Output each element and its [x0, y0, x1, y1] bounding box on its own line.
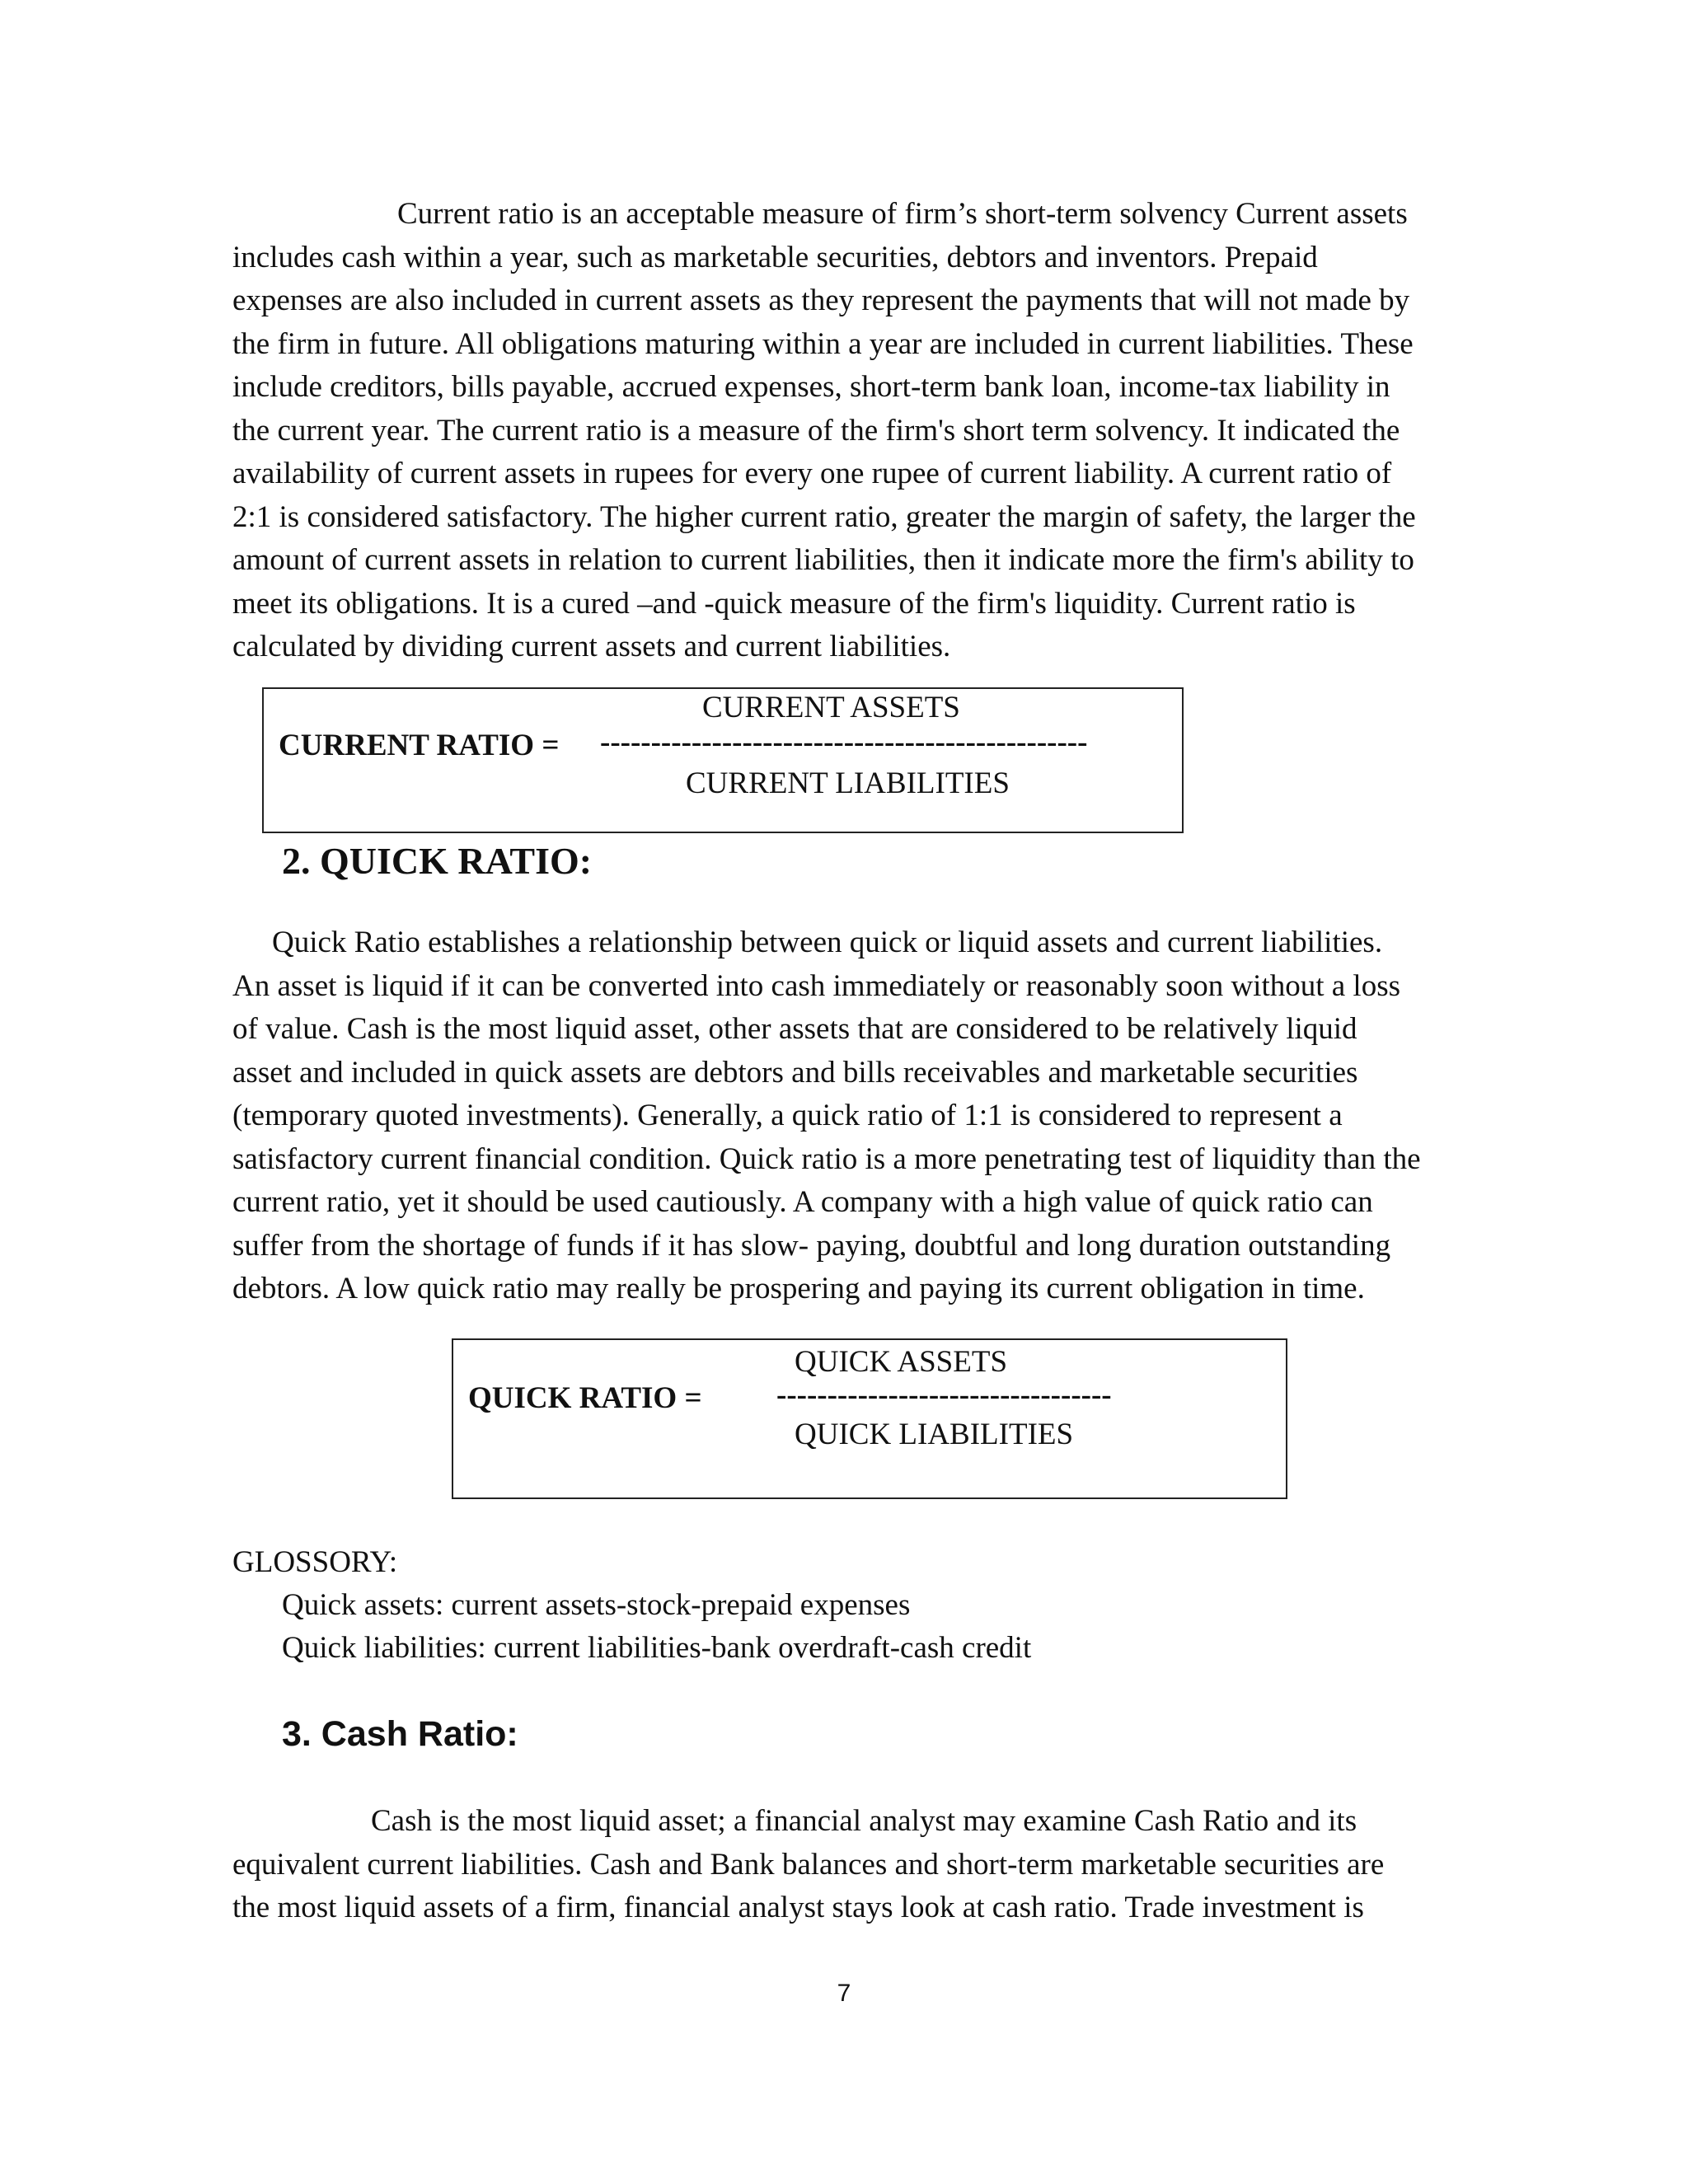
- paragraph-line: meet its obligations. It is a cured –and -quick measure of the firm's liquidity. Current ratio is: [232, 586, 1356, 621]
- formula-denominator: QUICK LIABILITIES: [795, 1418, 1074, 1451]
- paragraph-line: amount of current assets in relation to current liabilities, then it indicate more the firm's ability to: [232, 543, 1414, 577]
- current-ratio-paragraph: [232, 193, 1518, 669]
- formula-numerator: CURRENT ASSETS: [702, 691, 960, 724]
- formula-divider: ------------------------------------------------: [600, 725, 1088, 759]
- paragraph-line: (temporary quoted investments). Generally, a quick ratio of 1:1 is considered to represent a: [232, 1099, 1343, 1132]
- current-ratio-formula-box: [262, 687, 1184, 833]
- paragraph-line: calculated by dividing current assets and current liabilities.: [232, 630, 951, 663]
- quick-ratio-paragraph: [232, 921, 1518, 1311]
- formula-label: CURRENT RATIO =: [279, 729, 560, 762]
- glossary: [232, 1541, 1031, 1670]
- paragraph-line: equivalent current liabilities. Cash and Bank balances and short-term marketable securities are: [232, 1847, 1385, 1882]
- quick-ratio-formula-box: [452, 1338, 1287, 1499]
- paragraph-line: include creditors, bills payable, accrued expenses, short-term bank loan, income-tax liability in: [232, 370, 1390, 404]
- section-heading-cash-ratio: 3. Cash Ratio:: [282, 1714, 518, 1754]
- section-heading-quick-ratio: 2. QUICK RATIO:: [282, 840, 593, 882]
- paragraph-line: availability of current assets in rupees for every one rupee of current liability. A current ratio of: [232, 457, 1392, 490]
- paragraph-line: asset and included in quick assets are debtors and bills receivables and marketable securities: [232, 1055, 1358, 1090]
- cash-ratio-paragraph: [232, 1800, 1518, 1930]
- formula-denominator: CURRENT LIABILITIES: [686, 766, 1010, 800]
- page-number: 7: [837, 1980, 851, 2007]
- paragraph-line: Cash is the most liquid asset; a financial analyst may examine Cash Ratio and its: [371, 1804, 1357, 1838]
- paragraph-line: includes cash within a year, such as marketable securities, debtors and inventors. Prepaid: [232, 240, 1318, 274]
- glossary-item: Quick assets: current assets-stock-prepaid expenses: [282, 1588, 911, 1622]
- paragraph-line: debtors. A low quick ratio may really be prospering and paying its current obligation in time.: [232, 1272, 1365, 1305]
- glossary-item: Quick liabilities: current liabilities-bank overdraft-cash credit: [282, 1631, 1032, 1665]
- paragraph-line: expenses are also included in current assets as they represent the payments that will not made by: [232, 284, 1410, 317]
- paragraph-line: satisfactory current financial condition. Quick ratio is a more penetrating test of liquidity than the: [232, 1141, 1421, 1176]
- paragraph-line: the most liquid assets of a firm, financial analyst stays look at cash ratio. Trade investment is: [232, 1891, 1364, 1924]
- paragraph-line: suffer from the shortage of funds if it has slow- paying, doubtful and long duration outstanding: [232, 1228, 1391, 1263]
- paragraph-line: Current ratio is an acceptable measure of firm’s short-term solvency Current assets: [397, 197, 1408, 231]
- paragraph-line: 2:1 is considered satisfactory. The higher current ratio, greater the margin of safety, the larger the: [232, 499, 1416, 534]
- paragraph-line: of value. Cash is the most liquid asset, other assets that are considered to be relatively liquid: [232, 1012, 1357, 1046]
- paragraph-line: the current year. The current ratio is a measure of the firm's short term solvency. It indicated the: [232, 413, 1400, 448]
- paragraph-line: An asset is liquid if it can be converted into cash immediately or reasonably soon without a loss: [232, 968, 1401, 1003]
- glossary-title: GLOSSORY:: [232, 1545, 398, 1579]
- formula-label: QUICK RATIO =: [468, 1381, 702, 1415]
- formula-numerator: QUICK ASSETS: [795, 1345, 1008, 1379]
- paragraph-line: Quick Ratio establishes a relationship between quick or liquid assets and current liabilities.: [272, 926, 1383, 959]
- paragraph-line: current ratio, yet it should be used cautiously. A company with a high value of quick ratio can: [232, 1185, 1373, 1219]
- formula-divider: ---------------------------------: [776, 1378, 1112, 1412]
- paragraph-line: the firm in future. All obligations maturing within a year are included in current liabilities. These: [232, 326, 1414, 361]
